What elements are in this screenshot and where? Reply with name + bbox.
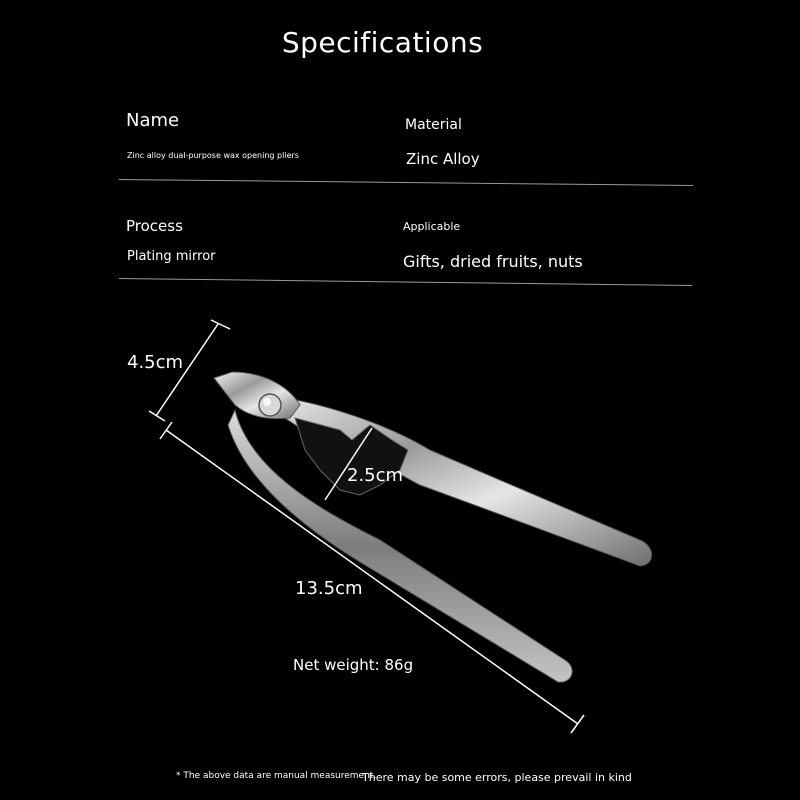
jaw-dim-label: 2.5cm <box>347 465 404 486</box>
applicable-label: Applicable <box>403 220 461 233</box>
page-title: Specifications <box>281 26 484 59</box>
material-label: Material <box>405 117 462 133</box>
material-value: Zinc Alloy <box>406 150 480 168</box>
upper-handle <box>250 395 652 566</box>
name-value: Zinc alloy dual-purpose wax opening pliers <box>127 151 299 160</box>
pivot-screw <box>259 394 281 416</box>
length-dim-label: 13.5cm <box>295 578 363 599</box>
pliers-head <box>214 372 300 419</box>
width-dim-label: 4.5cm <box>127 352 184 373</box>
name-label: Name <box>126 110 180 131</box>
footer-note-right: There may be some errors, please prevail in kind <box>362 771 632 784</box>
net-weight: Net weight: 86g <box>293 656 414 674</box>
process-value: Plating mirror <box>127 249 216 264</box>
process-label: Process <box>126 217 183 235</box>
applicable-value: Gifts, dried fruits, nuts <box>403 252 583 271</box>
footer-note-left: * The above data are manual measurement, <box>176 771 377 781</box>
